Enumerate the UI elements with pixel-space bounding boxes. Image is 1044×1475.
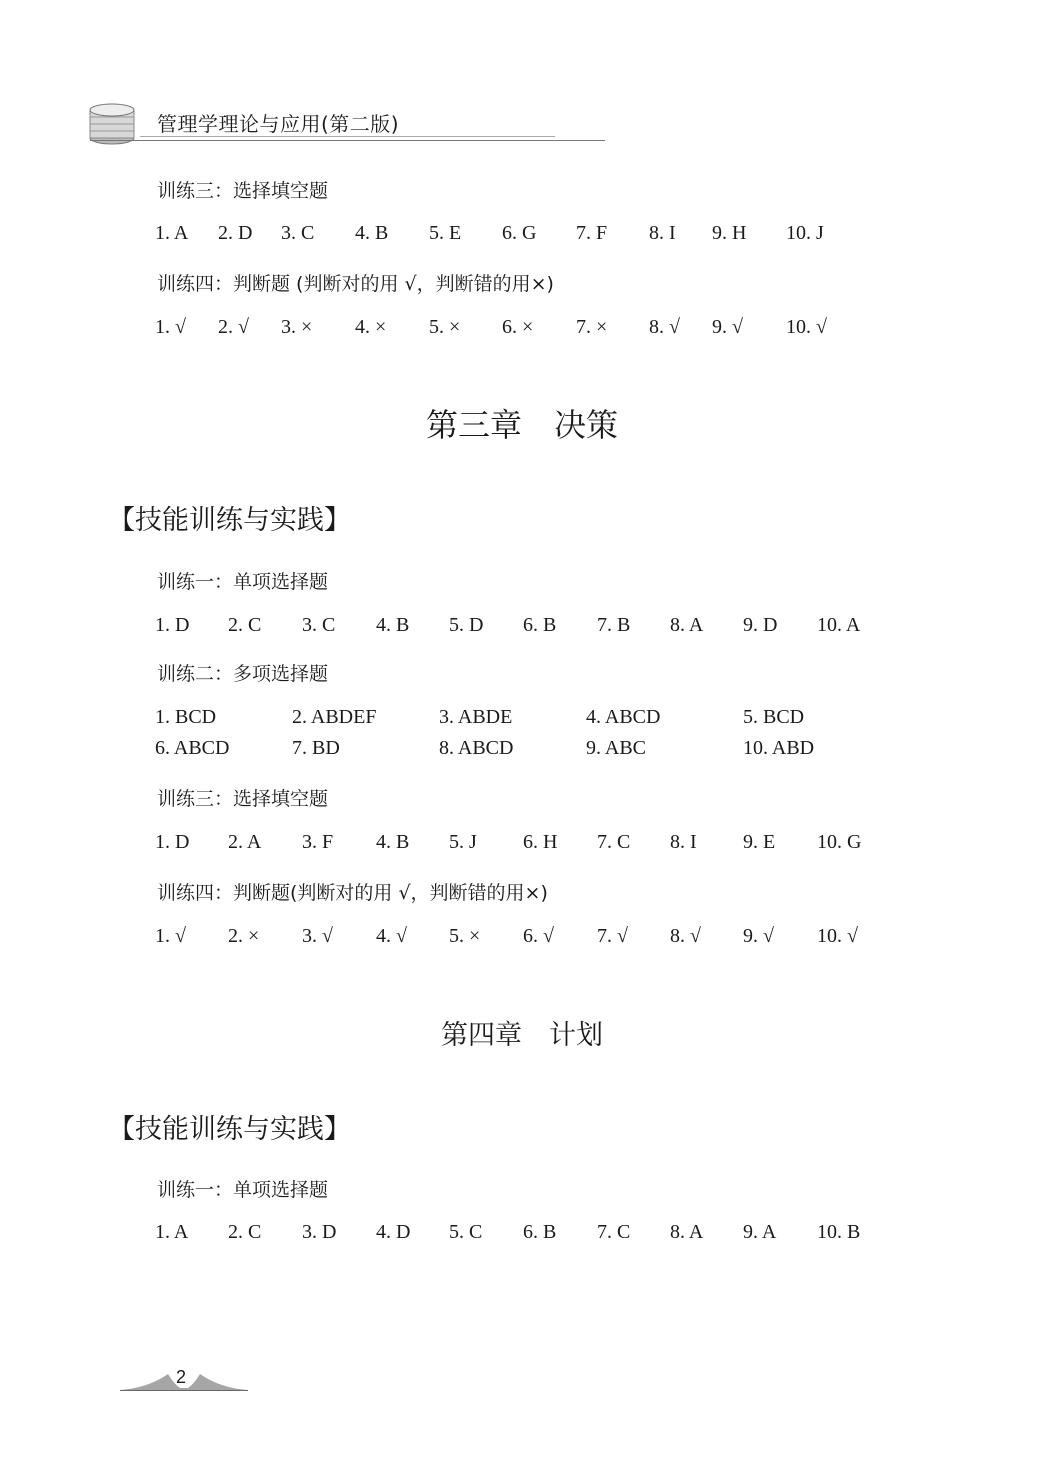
answer-item: 3. D — [302, 1221, 337, 1243]
answer-item: 6. √ — [523, 925, 554, 947]
answer-item: 10. A — [817, 614, 861, 636]
answer-item: 3. √ — [302, 925, 333, 947]
answer-item: 9. √ — [743, 925, 774, 947]
running-header-title: 管理学理论与应用(第二版) — [157, 112, 400, 136]
answer-item: 9. ABC — [586, 737, 647, 759]
section-heading: 【技能训练与实践】 — [108, 1114, 351, 1145]
answer-item: 3. × — [281, 316, 313, 338]
answer-item: 5. E — [429, 222, 462, 244]
answer-item: 4. B — [376, 614, 410, 636]
answer-item: 6. × — [502, 316, 534, 338]
answer-item: 2. A — [228, 831, 262, 853]
answer-item: 8. I — [670, 831, 697, 853]
exercise-label: 训练一：单项选择题 — [157, 1179, 329, 1201]
answer-item: 3. C — [302, 614, 336, 636]
answer-item: 1. A — [155, 222, 189, 244]
answer-item: 7. BD — [292, 737, 340, 759]
answer-item: 8. A — [670, 1221, 704, 1243]
answer-item: 10. G — [817, 831, 862, 853]
answer-item: 9. A — [743, 1221, 777, 1243]
header-rule-thin — [140, 136, 555, 137]
answer-item: 7. √ — [597, 925, 628, 947]
answer-item: 6. H — [523, 831, 558, 853]
answer-item: 1. √ — [155, 925, 186, 947]
chapter-title: 第四章 计划 — [441, 1020, 603, 1051]
answer-item: 1. A — [155, 1221, 189, 1243]
answer-item: 5. C — [449, 1221, 483, 1243]
answer-item: 1. D — [155, 831, 190, 853]
answer-item: 4. × — [355, 316, 387, 338]
answer-item: 3. C — [281, 222, 315, 244]
exercise-label: 训练一：单项选择题 — [157, 571, 329, 593]
answer-item: 2. C — [228, 614, 262, 636]
page-number: 2 — [176, 1367, 187, 1387]
answer-item: 6. B — [523, 614, 557, 636]
answer-item: 6. G — [502, 222, 537, 244]
answer-item: 6. B — [523, 1221, 557, 1243]
answer-item: 10. ABD — [743, 737, 815, 759]
answer-item: 8. ABCD — [439, 737, 514, 759]
answer-item: 10. √ — [817, 925, 858, 947]
answer-item: 7. B — [597, 614, 631, 636]
answer-item: 2. C — [228, 1221, 262, 1243]
answer-item: 9. √ — [712, 316, 743, 338]
exercise-label: 训练三：选择填空题 — [157, 788, 329, 810]
answer-item: 4. ABCD — [586, 706, 661, 728]
answer-item: 2. D — [218, 222, 253, 244]
answer-item: 1. BCD — [155, 706, 217, 728]
answer-item: 5. × — [429, 316, 461, 338]
answer-item: 8. I — [649, 222, 676, 244]
answer-item: 1. √ — [155, 316, 186, 338]
exercise-label: 训练四：判断题(判断对的用 √，判断错的用×) — [157, 882, 548, 904]
answer-item: 7. F — [576, 222, 608, 244]
answer-item: 8. √ — [649, 316, 680, 338]
answer-item: 4. √ — [376, 925, 407, 947]
answer-item: 5. J — [449, 831, 477, 853]
answer-item: 8. A — [670, 614, 704, 636]
answer-item: 10. √ — [786, 316, 827, 338]
answer-item: 5. BCD — [743, 706, 805, 728]
answer-item: 4. B — [355, 222, 389, 244]
exercise-label: 训练四：判断题 (判断对的用 √，判断错的用×) — [157, 273, 554, 295]
answer-item: 3. F — [302, 831, 334, 853]
header-rule — [90, 140, 605, 141]
answer-item: 2. ABDEF — [292, 706, 377, 728]
exercise-label: 训练二：多项选择题 — [157, 663, 329, 685]
answer-item: 2. √ — [218, 316, 249, 338]
answer-item: 4. D — [376, 1221, 411, 1243]
answer-item: 5. D — [449, 614, 484, 636]
answer-item: 5. × — [449, 925, 481, 947]
answer-item: 2. × — [228, 925, 260, 947]
chapter-title: 第三章 决策 — [425, 406, 618, 444]
answer-item: 6. ABCD — [155, 737, 230, 759]
answer-item: 9. H — [712, 222, 747, 244]
answer-item: 9. D — [743, 614, 778, 636]
answer-item: 7. C — [597, 1221, 631, 1243]
exercise-label: 训练三：选择填空题 — [157, 180, 329, 202]
answer-item: 4. B — [376, 831, 410, 853]
answer-item: 9. E — [743, 831, 776, 853]
answer-item: 1. D — [155, 614, 190, 636]
answer-item: 10. J — [786, 222, 824, 244]
answer-item: 7. C — [597, 831, 631, 853]
answer-item: 3. ABDE — [439, 706, 513, 728]
section-heading: 【技能训练与实践】 — [108, 505, 351, 536]
answer-item: 7. × — [576, 316, 608, 338]
answer-item: 10. B — [817, 1221, 861, 1243]
answer-item: 8. √ — [670, 925, 701, 947]
